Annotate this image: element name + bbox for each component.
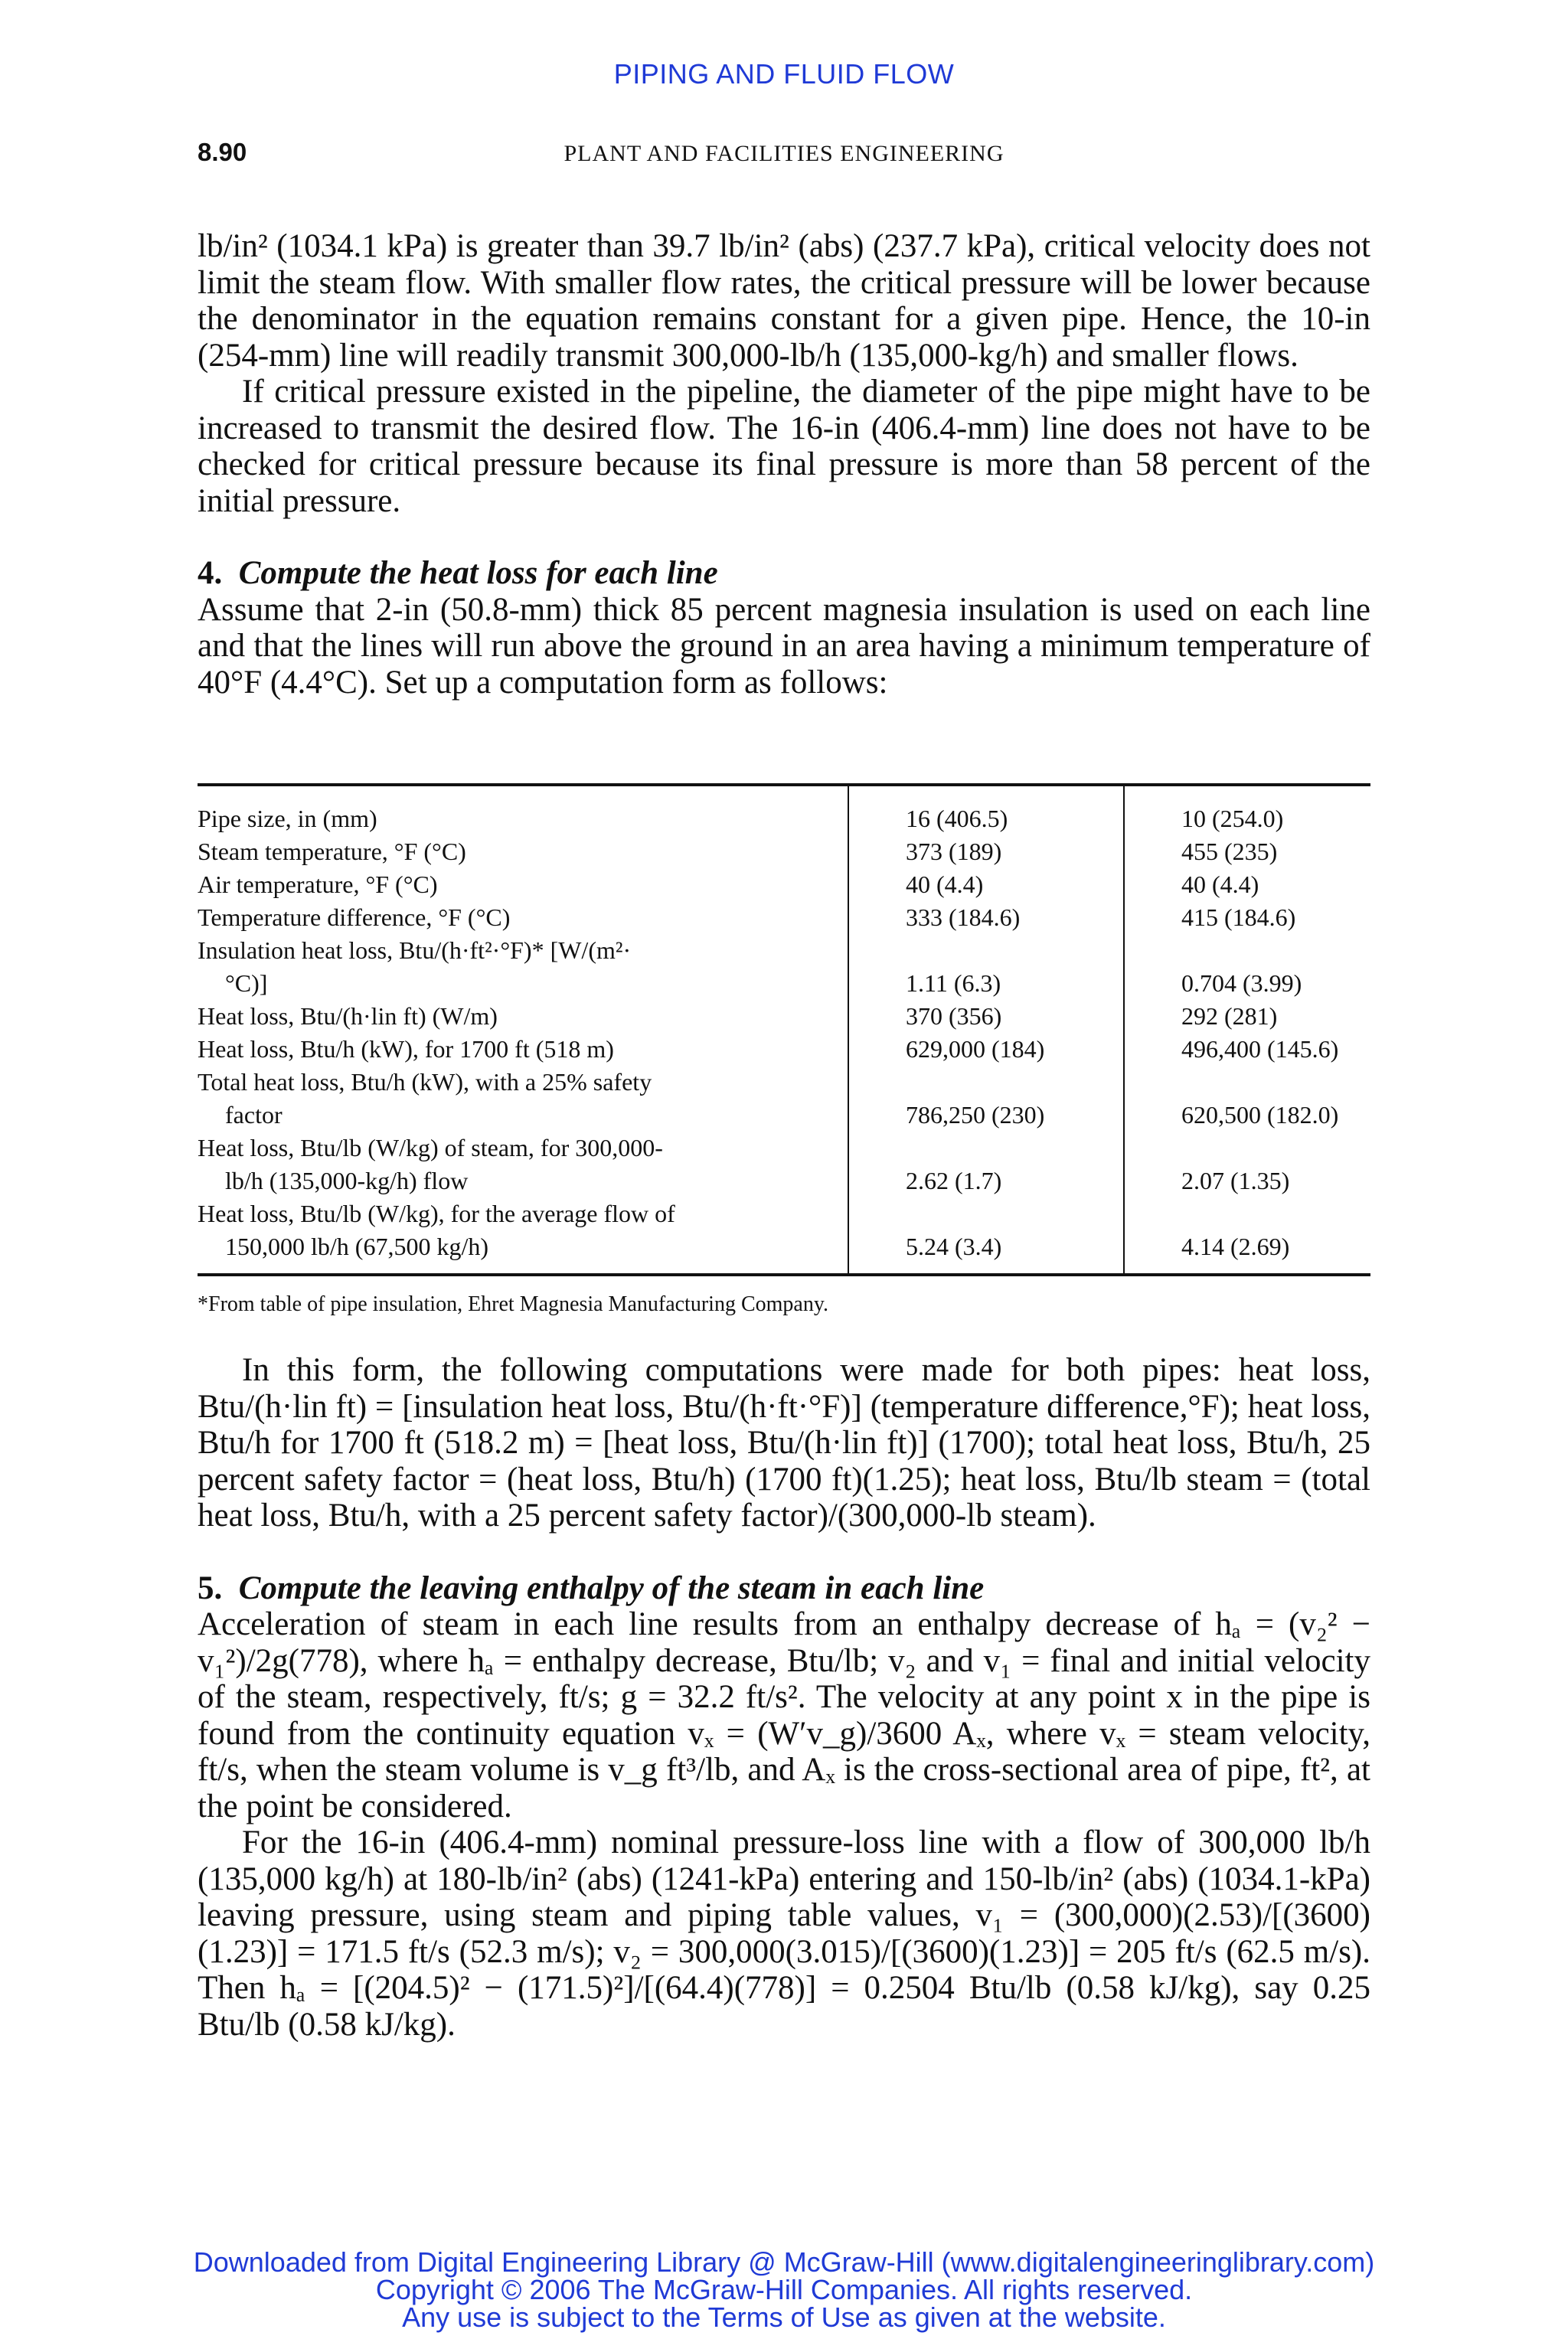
value-16in: 5.24 (3.4) [906, 1233, 1002, 1260]
value-10in: 0.704 (3.99) [1181, 969, 1302, 997]
row-label-line2: 150,000 lb/h (67,500 kg/h) [225, 1233, 488, 1260]
value-10in: 4.14 (2.69) [1181, 1233, 1290, 1260]
value-10in: 455 (235) [1181, 838, 1278, 865]
row-label: Temperature difference, °F (°C) [198, 903, 511, 931]
table-top-rule [198, 783, 1370, 786]
row-label-line2: °C)] [225, 969, 268, 997]
step-5-heading [198, 1570, 1370, 1607]
row-label-line1: Insulation heat loss, Btu/(h·ft²·°F)* [W/(m²· [198, 936, 632, 964]
row-label-line1: Heat loss, Btu/lb (W/kg) of steam, for 300,000- [198, 1134, 663, 1161]
value-10in: 620,500 (182.0) [1181, 1101, 1339, 1129]
value-16in: 370 (356) [906, 1002, 1002, 1030]
value-16in: 333 (184.6) [906, 903, 1021, 931]
row-label-line1: Heat loss, Btu/lb (W/kg), for the average flow of [198, 1200, 675, 1227]
value-16in: 786,250 (230) [906, 1101, 1045, 1129]
footer-copyright: Copyright © 2006 The McGraw-Hill Companies. All rights reserved. [375, 2274, 1193, 2305]
value-16in: 40 (4.4) [906, 871, 984, 898]
row-label [198, 1197, 841, 1263]
value-10in: 2.07 (1.35) [1181, 1167, 1290, 1194]
row-label [198, 934, 841, 1000]
running-head: PIPING AND FLUID FLOW [613, 58, 955, 90]
value-10in: 496,400 (145.6) [1181, 1035, 1339, 1063]
value-16in: 1.11 (6.3) [906, 969, 1001, 997]
table-bottom-rule [198, 1273, 1370, 1276]
body-text-bottom [198, 1352, 1370, 2043]
row-label [198, 1132, 841, 1197]
value-10in: 292 (281) [1181, 1002, 1278, 1030]
step-4-heading [198, 555, 1370, 592]
table-footnote: *From table of pipe insulation, Ehret Magnesia Manufacturing Company. [198, 1292, 829, 1316]
row-label: Air temperature, °F (°C) [198, 871, 438, 898]
step-4-number: 4. [198, 555, 223, 591]
value-16in: 16 (406.5) [906, 805, 1008, 832]
paragraph-acceleration: Acceleration of steam in each line results from an enthalpy decrease of hₐ = (v₂² − v₁²)/2g(778), where hₐ = enthalpy decrease, Btu/lb; v₂ and v₁ = final and initial velocity of the steam, respectively, ft/s; g = 32.2 ft/s². The velocity at any point x in the pipe is found from the continuity equation vₓ = (W′v_g)/3600 Aₓ, where vₓ = steam velocity, ft/s, when the steam volume is v_g ft³/lb, and Aₓ is the cross-sectional area of pipe, ft², at the point be considered. [198, 1606, 1370, 1824]
step-5-title: Compute the leaving enthalpy of the steam in each line [238, 1570, 985, 1606]
row-label: Heat loss, Btu/h (kW), for 1700 ft (518 m) [198, 1035, 614, 1063]
row-label-line2: lb/h (135,000-kg/h) flow [225, 1167, 469, 1194]
row-label: Steam temperature, °F (°C) [198, 838, 466, 865]
row-label-line1: Total heat loss, Btu/h (kW), with a 25% safety [198, 1068, 652, 1096]
page-number: 8.90 [198, 138, 247, 166]
table-column-divider [848, 786, 849, 1273]
row-label: Pipe size, in (mm) [198, 805, 377, 832]
paragraph-16in-calculation: For the 16-in (406.4-mm) nominal pressure-loss line with a flow of 300,000 lb/h (135,000 kg/h) at 180-lb/in² (abs) (1241-kPa) entering and 150-lb/in² (abs) (1034.1-kPa) leaving pressure, using steam and piping table values, v₁ = (300,000)(2.53)/[(3600)(1.23)] = 171.5 ft/s (52.3 m/s); v₂ = 300,000(3.015)/[(3600)(1.23)] = 205 ft/s (62.5 m/s). Then hₐ = [(204.5)² − (171.5)²]/[(64.4)(778)] = 0.2504 Btu/lb (0.58 kJ/kg), say 0.25 Btu/lb (0.58 kJ/kg). [198, 1824, 1370, 2043]
paragraph-insulation-assumption: Assume that 2-in (50.8-mm) thick 85 percent magnesia insulation is used on each line and that the lines will run above the ground in an area having a minimum temperature of 40°F (4.4°C). Set up a computation form as follows: [198, 591, 1370, 701]
footer-download-link[interactable]: Downloaded from Digital Engineering Library @ McGraw-Hill (www.digitalengineeringlibrary.com) [193, 2246, 1375, 2278]
paragraph-form-computations: In this form, the following computations were made for both pipes: heat loss, Btu/(h·lin ft) = [insulation heat loss, Btu/(h·ft·°F)] (temperature difference,°F); heat loss, Btu/h for 1700 ft (518.2 m) = [heat loss, Btu/(h·lin ft)] (1700); total heat loss, Btu/h, 25 percent safety factor = (heat loss, Btu/h) (1700 ft)(1.25); heat loss, Btu/lb steam = (total heat loss, Btu/h, with a 25 percent safety factor)/(300,000-lb steam). [198, 1352, 1370, 1534]
row-label: Heat loss, Btu/(h·lin ft) (W/m) [198, 1002, 498, 1030]
footer-terms[interactable]: Any use is subject to the Terms of Use as given at the website. [402, 2301, 1166, 2333]
value-10in: 415 (184.6) [1181, 903, 1296, 931]
value-16in: 2.62 (1.7) [906, 1167, 1002, 1194]
row-label-line2: factor [225, 1101, 283, 1129]
value-16in: 629,000 (184) [906, 1035, 1045, 1063]
value-10in: 10 (254.0) [1181, 805, 1284, 832]
row-label [198, 1066, 841, 1132]
paragraph-critical-velocity: lb/in² (1034.1 kPa) is greater than 39.7 lb/in² (abs) (237.7 kPa), critical velocity does not limit the steam flow. With smaller flow rates, the critical pressure will be lower because the denominator in the equation remains constant for a given pipe. Hence, the 10-in (254-mm) line will readily transmit 300,000-lb/h (135,000-kg/h) and smaller flows. [198, 228, 1370, 374]
step-5-number: 5. [198, 1570, 223, 1606]
body-text-top [198, 228, 1370, 701]
book-title: PLANT AND FACILITIES ENGINEERING [564, 141, 1004, 166]
value-16in: 373 (189) [906, 838, 1002, 865]
step-4-title: Compute the heat loss for each line [238, 555, 718, 591]
value-10in: 40 (4.4) [1181, 871, 1259, 898]
paragraph-critical-pressure: If critical pressure existed in the pipeline, the diameter of the pipe might have to be increased to transmit the desired flow. The 16-in (406.4-mm) line does not have to be checked for critical pressure because its final pressure is more than 58 percent of the initial pressure. [198, 374, 1370, 519]
